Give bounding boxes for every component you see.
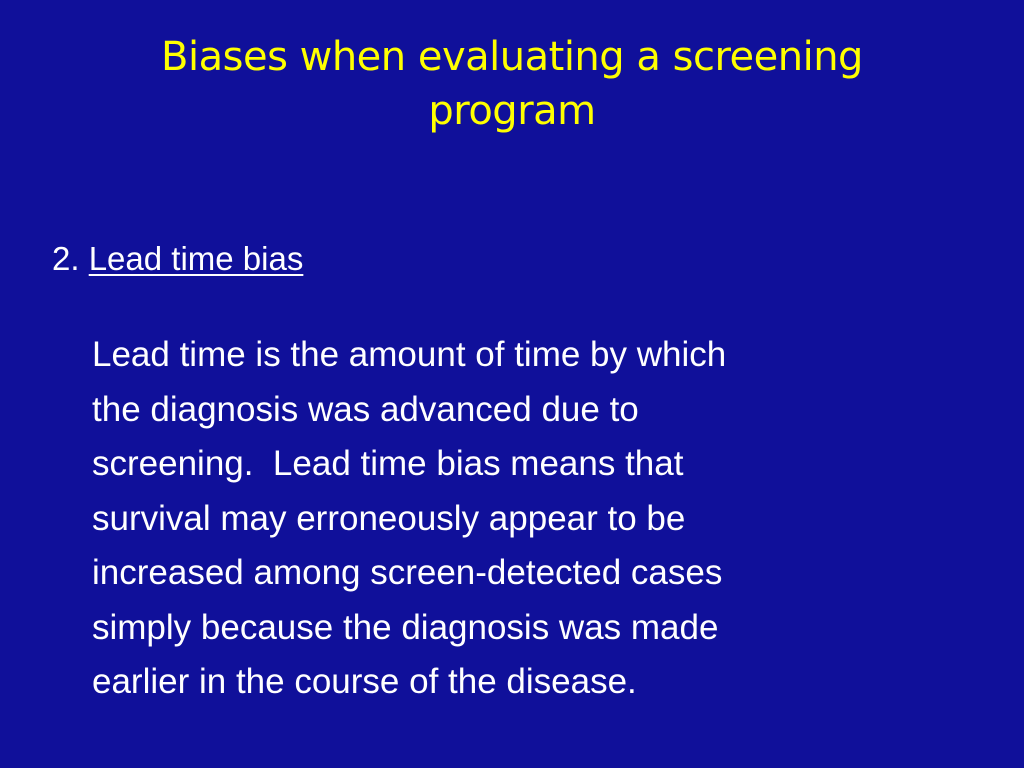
body-paragraph [92, 328, 992, 710]
slide-title-line: program [428, 88, 596, 134]
body-line: increased among screen-detected cases [92, 553, 723, 592]
body-line: the diagnosis was advanced due to [92, 389, 639, 429]
slide-title [60, 30, 964, 138]
point-number: 2. [52, 240, 80, 277]
point-heading: Lead time bias [88, 240, 304, 277]
body-line: survival may erroneously appear to be [92, 498, 686, 538]
body-line: Lead time is the amount of time by which [92, 335, 727, 374]
body-line: earlier in the course of the disease. [92, 662, 637, 701]
slide-title-line: Biases when evaluating a screening [161, 34, 863, 80]
point-heading-row [52, 237, 303, 281]
body-line: simply because the diagnosis was made [92, 607, 719, 647]
body-line: screening. Lead time bias means that [92, 444, 684, 483]
